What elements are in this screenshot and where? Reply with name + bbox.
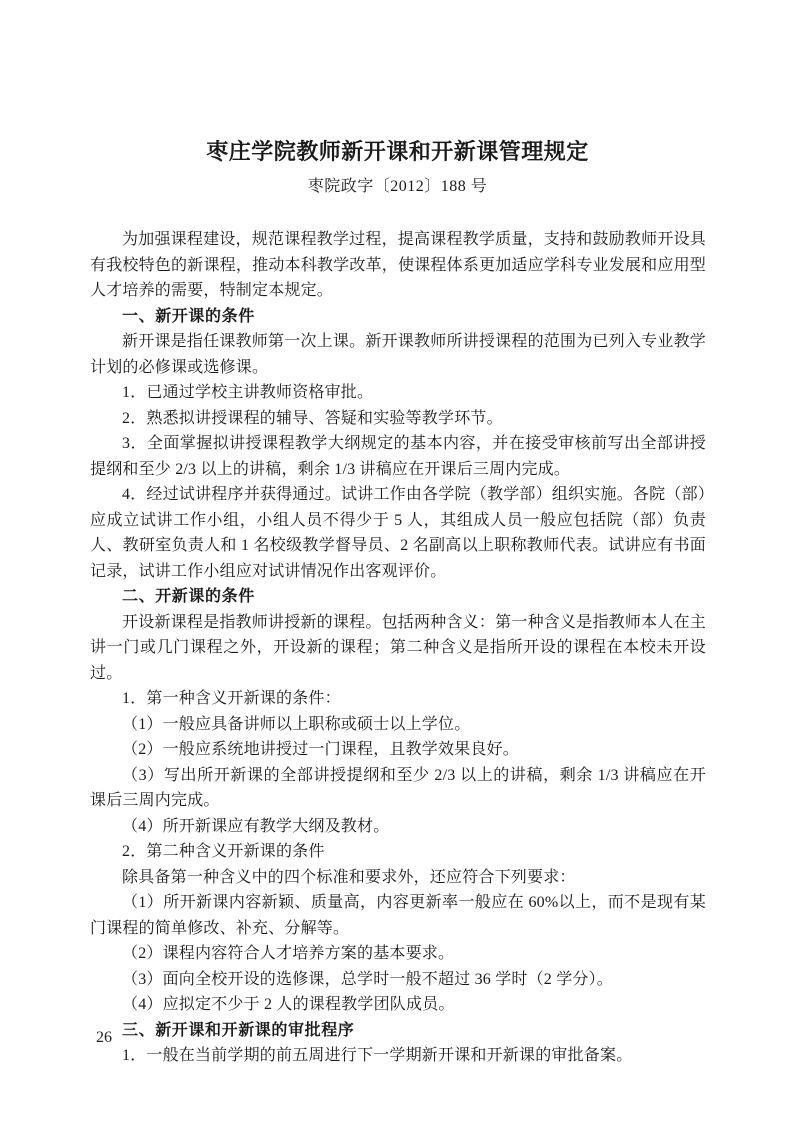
document-body <box>90 227 706 1069</box>
body-paragraph: （4）应拟定不少于 2 人的课程教学团队成员。 <box>122 996 455 1013</box>
body-paragraph: 2．熟悉拟讲授课程的辅导、答疑和实验等教学环节。 <box>122 409 503 427</box>
document-number: 枣院政字〔2012〕188 号 <box>307 178 488 195</box>
document-title: 枣庄学院教师新开课和开新课管理规定 <box>206 139 589 164</box>
body-paragraph: （3）面向全校开设的选修课，总学时一般不超过 36 学时（2 学分）。 <box>122 970 614 988</box>
body-paragraph: 为加强课程建设，规范课程教学过程，提高课程教学质量，支持和鼓励教师开设具有我校特色的新课程，推动本科教学改革，使课程体系更加适应学科专业发展和应用型人才培养的需要，特制定本规定。 <box>90 231 706 299</box>
body-paragraph: 除具备第一种含义中的四个标准和要求外，还应符合下列要求： <box>122 868 576 886</box>
body-paragraph: 1．一般在当前学期的前五周进行下一学期新开课和开新课的审批备案。 <box>122 1047 633 1064</box>
body-paragraph: （2）课程内容符合人才培养方案的基本要求。 <box>122 945 455 962</box>
section-heading: 三、新开课和开新课的审批程序 <box>122 1021 355 1039</box>
body-paragraph: 新开课是指任课教师第一次上课。新开课教师所讲授课程的范围为已列入专业教学计划的必修课或选修课。 <box>90 333 706 376</box>
body-paragraph: 4．经过试讲程序并获得通过。试讲工作由各学院（教学部）组织实施。各院（部）应成立试讲工作小组，小组人员不得少于 5 人，其组成人员一般应包括院（部）负责人、教研室负责人和 1 名校级教学督导员、2 名副高以上职称教师代表。试讲应有书面记录，试讲工作小组应对试讲情况作出客观评价。 <box>90 486 706 580</box>
body-paragraph: 1．已通过学校主讲教师资格审批。 <box>122 384 374 401</box>
body-paragraph: （1）所开新课内容新颖、质量高，内容更新率一般应在 60%以上，而不是现有某门课程的简单修改、补充、分解等。 <box>90 894 706 937</box>
body-paragraph: （4）所开新课应有教学大纲及教材。 <box>122 817 390 835</box>
section-heading: 一、新开课的条件 <box>122 307 255 325</box>
body-paragraph: 3．全面掌握拟讲授课程教学大纲规定的基本内容，并在接受审核前写出全部讲授提纲和至少 2/3 以上的讲稿，剩余 1/3 讲稿应在开课后三周内完成。 <box>90 435 706 478</box>
body-paragraph: 开设新课程是指教师讲授新的课程。包括两种含义：第一种含义是指教师本人在主讲一门或几门课程之外，开设新的课程；第二种含义是指所开设的课程在本校未开设过。 <box>90 613 706 682</box>
body-paragraph: （2）一般应系统地讲授过一门课程，且教学效果良好。 <box>122 741 520 758</box>
page-number: 26 <box>96 1029 112 1046</box>
section-heading: 二、开新课的条件 <box>122 588 255 605</box>
body-paragraph: 2．第二种含义开新课的条件 <box>122 843 325 860</box>
body-paragraph: 1．第一种含义开新课的条件： <box>122 690 341 707</box>
body-paragraph: （1）一般应具备讲师以上职称或硕士以上学位。 <box>122 715 471 733</box>
body-paragraph: （3）写出所开新课的全部讲授提纲和至少 2/3 以上的讲稿，剩余 1/3 讲稿应在开课后三周内完成。 <box>90 766 706 809</box>
